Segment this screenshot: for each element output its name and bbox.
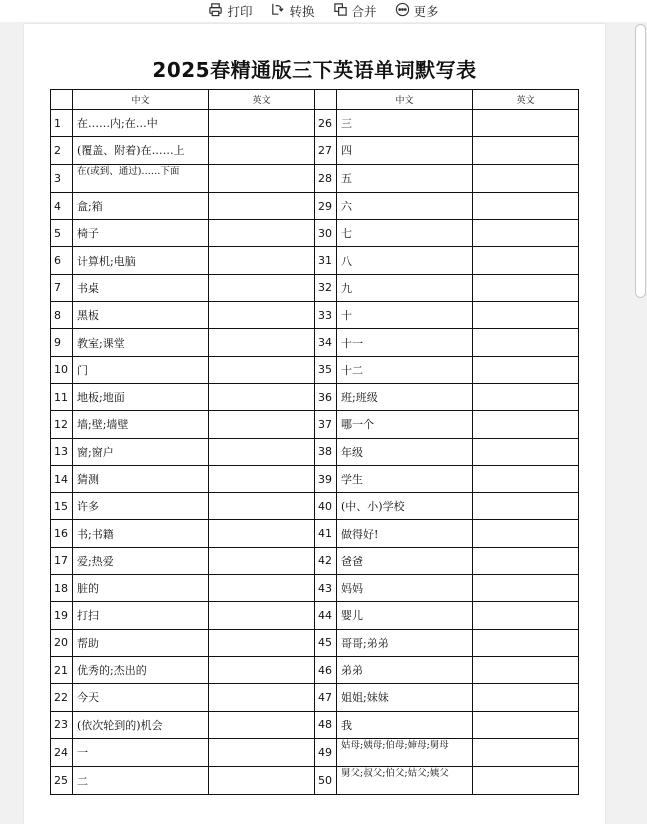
word-number: 18: [51, 575, 73, 602]
english-answer-cell[interactable]: [209, 547, 315, 574]
english-answer-cell[interactable]: [209, 465, 315, 492]
english-answer-cell[interactable]: [473, 767, 579, 795]
table-row: [51, 520, 579, 547]
word-number: 43: [315, 575, 337, 602]
english-answer-cell[interactable]: [209, 383, 315, 410]
table-row: [51, 656, 579, 683]
chinese-meaning: 爸爸: [337, 547, 473, 574]
word-number: 26: [315, 110, 337, 137]
word-number: 38: [315, 438, 337, 465]
word-number: 21: [51, 656, 73, 683]
chinese-meaning: 九: [337, 274, 473, 301]
word-number: 44: [315, 602, 337, 629]
table-row: [51, 602, 579, 629]
chinese-meaning: 哪一个: [337, 411, 473, 438]
word-number: 47: [315, 684, 337, 711]
chinese-meaning: 在(或到、通过)……下面: [73, 164, 209, 192]
english-answer-cell[interactable]: [209, 411, 315, 438]
english-answer-cell[interactable]: [473, 411, 579, 438]
word-number: 9: [51, 329, 73, 356]
english-answer-cell[interactable]: [473, 438, 579, 465]
chinese-meaning: 椅子: [73, 220, 209, 247]
word-number: 29: [315, 192, 337, 219]
english-answer-cell[interactable]: [473, 465, 579, 492]
chinese-meaning: (依次轮到的)机会: [73, 711, 209, 738]
english-header: 英文: [209, 90, 315, 110]
chinese-meaning: 计算机;电脑: [73, 247, 209, 274]
english-answer-cell[interactable]: [209, 738, 315, 766]
english-answer-cell[interactable]: [473, 602, 579, 629]
table-row: [51, 684, 579, 711]
english-answer-cell[interactable]: [473, 302, 579, 329]
chinese-meaning: 窗;窗户: [73, 438, 209, 465]
word-number: 4: [51, 192, 73, 219]
english-header: 英文: [473, 90, 579, 110]
chinese-meaning: 姑母;姨母;伯母;婶母;舅母: [337, 738, 473, 766]
table-row: [51, 356, 579, 383]
word-number: 2: [51, 137, 73, 164]
word-number: 10: [51, 356, 73, 383]
english-answer-cell[interactable]: [209, 274, 315, 301]
word-number: 20: [51, 629, 73, 656]
convert-icon: [270, 2, 285, 20]
more-button[interactable]: [395, 2, 439, 20]
word-number: 33: [315, 302, 337, 329]
word-number: 28: [315, 164, 337, 192]
english-answer-cell[interactable]: [473, 684, 579, 711]
english-answer-cell[interactable]: [473, 247, 579, 274]
chinese-meaning: 在……内;在…中: [73, 110, 209, 137]
chinese-meaning: 优秀的;杰出的: [73, 656, 209, 683]
english-answer-cell[interactable]: [473, 575, 579, 602]
word-number: 49: [315, 738, 337, 766]
chinese-meaning: 一: [73, 738, 209, 766]
table-row: [51, 110, 579, 137]
chinese-meaning: 做得好!: [337, 520, 473, 547]
vocab-table: [50, 89, 579, 795]
english-answer-cell[interactable]: [209, 247, 315, 274]
word-number: 3: [51, 164, 73, 192]
table-row: [51, 493, 579, 520]
chinese-meaning: 婴儿: [337, 602, 473, 629]
english-answer-cell[interactable]: [473, 520, 579, 547]
table-row: [51, 164, 579, 192]
english-answer-cell[interactable]: [473, 329, 579, 356]
english-answer-cell[interactable]: [209, 684, 315, 711]
english-answer-cell[interactable]: [209, 602, 315, 629]
merge-label: 合并: [351, 4, 377, 19]
chinese-meaning: 十一: [337, 329, 473, 356]
english-answer-cell[interactable]: [209, 302, 315, 329]
merge-button[interactable]: [333, 2, 377, 20]
word-number: 17: [51, 547, 73, 574]
word-number: 41: [315, 520, 337, 547]
chinese-meaning: 三: [337, 110, 473, 137]
convert-button[interactable]: [270, 2, 314, 20]
chinese-meaning: 书桌: [73, 274, 209, 301]
chinese-meaning: (覆盖、附着)在……上: [73, 137, 209, 164]
chinese-meaning: 年级: [337, 438, 473, 465]
chinese-meaning: 五: [337, 164, 473, 192]
english-answer-cell[interactable]: [473, 192, 579, 219]
table-row: [51, 220, 579, 247]
english-answer-cell[interactable]: [209, 438, 315, 465]
english-answer-cell[interactable]: [209, 575, 315, 602]
word-number: 31: [315, 247, 337, 274]
english-answer-cell[interactable]: [473, 137, 579, 164]
word-number: 34: [315, 329, 337, 356]
word-number: 40: [315, 493, 337, 520]
more-icon: [395, 2, 410, 20]
english-answer-cell[interactable]: [473, 383, 579, 410]
word-number: 12: [51, 411, 73, 438]
document-title: 2025春精通版三下英语单词默写表: [152, 58, 477, 82]
merge-icon: [333, 2, 348, 20]
word-number: 37: [315, 411, 337, 438]
table-row: [51, 137, 579, 164]
english-answer-cell[interactable]: [473, 547, 579, 574]
english-answer-cell[interactable]: [209, 767, 315, 795]
chinese-meaning: 书;书籍: [73, 520, 209, 547]
word-number: 15: [51, 493, 73, 520]
table-row: [51, 738, 579, 766]
word-number: 30: [315, 220, 337, 247]
chinese-meaning: 打扫: [73, 602, 209, 629]
english-answer-cell[interactable]: [209, 220, 315, 247]
chinese-meaning: 哥哥;弟弟: [337, 629, 473, 656]
english-answer-cell[interactable]: [473, 493, 579, 520]
english-answer-cell[interactable]: [209, 137, 315, 164]
word-number: 1: [51, 110, 73, 137]
table-row: [51, 575, 579, 602]
printer-icon: [208, 2, 223, 20]
word-number: 11: [51, 383, 73, 410]
word-number: 39: [315, 465, 337, 492]
english-answer-cell[interactable]: [473, 274, 579, 301]
word-number: 50: [315, 767, 337, 795]
chinese-meaning: 许多: [73, 493, 209, 520]
chinese-meaning: 姐姐;妹妹: [337, 684, 473, 711]
word-number: 25: [51, 767, 73, 795]
english-answer-cell[interactable]: [209, 656, 315, 683]
table-row: [51, 274, 579, 301]
chinese-meaning: 墙;壁;墙壁: [73, 411, 209, 438]
chinese-meaning: 六: [337, 192, 473, 219]
chinese-meaning: 学生: [337, 465, 473, 492]
chinese-meaning: 弟弟: [337, 656, 473, 683]
chinese-meaning: 班;班级: [337, 383, 473, 410]
english-answer-cell[interactable]: [209, 164, 315, 192]
word-number: 7: [51, 274, 73, 301]
convert-label: 转换: [289, 4, 315, 19]
english-answer-cell[interactable]: [473, 220, 579, 247]
table-row: [51, 192, 579, 219]
chinese-meaning: 脏的: [73, 575, 209, 602]
chinese-header: 中文: [337, 90, 473, 110]
english-answer-cell[interactable]: [473, 110, 579, 137]
table-header-row: [51, 90, 579, 110]
chinese-meaning: 帮助: [73, 629, 209, 656]
chinese-meaning: 十: [337, 302, 473, 329]
english-answer-cell[interactable]: [473, 711, 579, 738]
chinese-meaning: 地板;地面: [73, 383, 209, 410]
table-row: [51, 383, 579, 410]
toolbar: [0, 0, 647, 22]
num-header: [51, 90, 73, 110]
word-number: 14: [51, 465, 73, 492]
english-answer-cell[interactable]: [209, 356, 315, 383]
chinese-meaning: 我: [337, 711, 473, 738]
word-number: 32: [315, 274, 337, 301]
word-number: 23: [51, 711, 73, 738]
word-number: 5: [51, 220, 73, 247]
english-answer-cell[interactable]: [473, 164, 579, 192]
chinese-meaning: 爱;热爱: [73, 547, 209, 574]
chinese-meaning: 七: [337, 220, 473, 247]
word-number: 8: [51, 302, 73, 329]
print-label: 打印: [227, 4, 253, 19]
english-answer-cell[interactable]: [473, 656, 579, 683]
chinese-meaning: (中、小)学校: [337, 493, 473, 520]
chinese-meaning: 八: [337, 247, 473, 274]
word-number: 22: [51, 684, 73, 711]
english-answer-cell[interactable]: [473, 738, 579, 766]
table-row: [51, 629, 579, 656]
table-row: [51, 465, 579, 492]
word-number: 36: [315, 383, 337, 410]
chinese-meaning: 盒;箱: [73, 192, 209, 219]
english-answer-cell[interactable]: [209, 192, 315, 219]
chinese-meaning: 猜测: [73, 465, 209, 492]
english-answer-cell[interactable]: [209, 520, 315, 547]
chinese-header: 中文: [73, 90, 209, 110]
word-number: 42: [315, 547, 337, 574]
chinese-meaning: 四: [337, 137, 473, 164]
more-label: 更多: [413, 4, 439, 19]
chinese-meaning: 二: [73, 767, 209, 795]
word-number: 45: [315, 629, 337, 656]
scrollbar[interactable]: [633, 22, 647, 808]
english-answer-cell[interactable]: [209, 629, 315, 656]
word-number: 16: [51, 520, 73, 547]
scrollbar-thumb[interactable]: [635, 24, 646, 298]
chinese-meaning: 妈妈: [337, 575, 473, 602]
table-row: [51, 547, 579, 574]
word-number: 35: [315, 356, 337, 383]
chinese-meaning: 舅父;叔父;伯父;姑父;姨父: [337, 767, 473, 795]
chinese-meaning: 教室;课堂: [73, 329, 209, 356]
english-answer-cell[interactable]: [473, 629, 579, 656]
chinese-meaning: 门: [73, 356, 209, 383]
chinese-meaning: 黑板: [73, 302, 209, 329]
english-answer-cell[interactable]: [209, 493, 315, 520]
table-row: [51, 711, 579, 738]
table-row: [51, 329, 579, 356]
num-header: [315, 90, 337, 110]
table-row: [51, 302, 579, 329]
english-answer-cell[interactable]: [209, 110, 315, 137]
word-number: 48: [315, 711, 337, 738]
english-answer-cell[interactable]: [209, 329, 315, 356]
english-answer-cell[interactable]: [209, 711, 315, 738]
word-number: 27: [315, 137, 337, 164]
table-row: [51, 438, 579, 465]
english-answer-cell[interactable]: [473, 356, 579, 383]
word-number: 13: [51, 438, 73, 465]
word-number: 46: [315, 656, 337, 683]
chinese-meaning: 今天: [73, 684, 209, 711]
document-page: [24, 24, 605, 824]
print-button[interactable]: [208, 2, 252, 20]
word-number: 6: [51, 247, 73, 274]
word-number: 24: [51, 738, 73, 766]
word-number: 19: [51, 602, 73, 629]
table-row: [51, 247, 579, 274]
table-row: [51, 767, 579, 795]
table-row: [51, 411, 579, 438]
chinese-meaning: 十二: [337, 356, 473, 383]
